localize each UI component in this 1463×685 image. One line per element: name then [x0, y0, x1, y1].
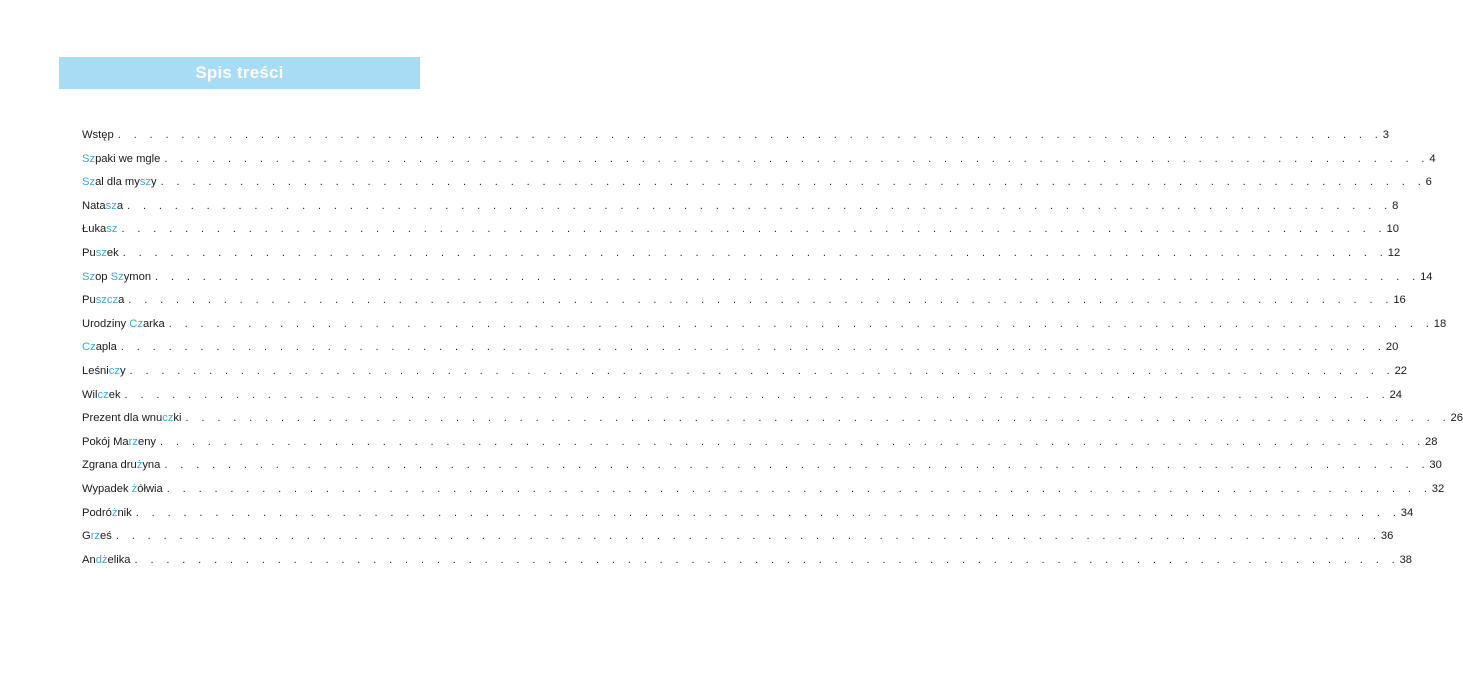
title-text: ek [106, 246, 119, 259]
toc-entry [82, 482, 1445, 507]
dot-leader: . . . . . . . . . . . . . . . . . . . . . . . . . . . . . . . . . . . . . . . . . . . . . . . . . . . . . . . . . . . . . . . . . . . . . . . . . . . . . . . . [115, 530, 1381, 543]
toc-entry [82, 223, 1399, 247]
toc-page-number: 30 [1429, 459, 1442, 472]
toc-entry-title [82, 530, 116, 542]
title-text: ółwia [137, 482, 163, 495]
title-text: arka [142, 317, 165, 330]
toc-entry [82, 435, 1438, 460]
toc-entry [82, 129, 1389, 153]
highlighted-letters: cz [162, 412, 174, 425]
toc-entry [82, 270, 1433, 295]
title-text: An [82, 553, 96, 566]
dot-leader: . . . . . . . . . . . . . . . . . . . . . . . . . . . . . . . . . . . . . . . . . . . . . . . . . . . . . . . . . . . . . . . . . . . . . . . . . . . . . . . . [134, 553, 1400, 566]
toc-entry [82, 294, 1406, 318]
toc-page-number: 10 [1386, 223, 1399, 236]
title-text: a [116, 199, 124, 212]
dot-leader: . . . . . . . . . . . . . . . . . . . . . . . . . . . . . . . . . . . . . . . . . . . . . . . . . . . . . . . . . . . . . . . . . . . . . . . . . . . . . . . . [164, 459, 1430, 472]
title-text: eś [100, 530, 112, 543]
dot-leader: . . . . . . . . . . . . . . . . . . . . . . . . . . . . . . . . . . . . . . . . . . . . . . . . . . . . . . . . . . . . . . . . . . . . . . . . . . . . . . . . [121, 223, 1387, 236]
title-text: Urodziny [82, 317, 130, 330]
dot-leader: . . . . . . . . . . . . . . . . . . . . . . . . . . . . . . . . . . . . . . . . . . . . . . . . . . . . . . . . . . . . . . . . . . . . . . . . . . . . . . . . [117, 129, 1383, 141]
toc-entry-title [82, 129, 118, 141]
title-text: Leśni [82, 364, 109, 377]
highlighted-letters: dż [95, 553, 108, 566]
toc-entry-title [82, 389, 125, 401]
toc-entry-title [82, 153, 164, 165]
toc-page-number: 22 [1394, 364, 1408, 377]
toc-entry [82, 152, 1436, 177]
toc-page-number: 38 [1399, 553, 1413, 566]
dot-leader: . . . . . . . . . . . . . . . . . . . . . . . . . . . . . . . . . . . . . . . . . . . . . . . . . . . . . . . . . . . . . . . . . . . . . . . . . . . . . . . . [168, 317, 1434, 330]
toc-entry-title [82, 223, 121, 235]
toc-entry [82, 412, 1463, 436]
highlighted-letters: sz [106, 223, 118, 236]
toc-entry-title [82, 436, 160, 448]
toc-entry-title [82, 294, 128, 306]
highlighted-letters: szcz [95, 294, 119, 307]
toc-entry [82, 341, 1399, 365]
toc-entry [82, 199, 1399, 224]
title-text: op [95, 270, 111, 283]
highlighted-letters: ż [136, 459, 143, 472]
dot-leader: . . . . . . . . . . . . . . . . . . . . . . . . . . . . . . . . . . . . . . . . . . . . . . . . . . . . . . . . . . . . . . . . . . . . . . . . . . . . . . . . [166, 482, 1432, 495]
highlighted-letters: ż [111, 506, 118, 519]
toc-entry [82, 176, 1432, 200]
title-text: eny [137, 435, 157, 448]
heading-banner [59, 57, 420, 89]
dot-leader: . . . . . . . . . . . . . . . . . . . . . . . . . . . . . . . . . . . . . . . . . . . . . . . . . . . . . . . . . . . . . . . . . . . . . . . . . . . . . . . . [160, 176, 1426, 189]
toc-entry-title [82, 412, 186, 424]
title-text: y [151, 176, 157, 189]
title-text: elika [107, 553, 131, 566]
toc-page-number: 36 [1380, 530, 1394, 543]
title-text: ki [173, 412, 182, 425]
toc-entry-title [82, 483, 167, 495]
toc-entry [82, 246, 1401, 271]
highlighted-letters: sz [105, 199, 117, 212]
toc-entry [82, 506, 1414, 531]
highlighted-letters: rz [90, 530, 101, 543]
dot-leader: . . . . . . . . . . . . . . . . . . . . . . . . . . . . . . . . . . . . . . . . . . . . . . . . . . . . . . . . . . . . . . . . . . . . . . . . . . . . . . . . [127, 199, 1393, 212]
highlighted-letters: cz [97, 388, 109, 401]
highlighted-letters: Sz [110, 270, 124, 283]
toc-page-number: 12 [1387, 246, 1401, 259]
title-text: Pu [82, 246, 96, 259]
title-text: a [118, 294, 125, 307]
highlighted-letters: Cz [129, 317, 143, 330]
title-text: paki we mgle [95, 152, 161, 165]
title-text: al dla my [95, 176, 140, 189]
dot-leader: . . . . . . . . . . . . . . . . . . . . . . . . . . . . . . . . . . . . . . . . . . . . . . . . . . . . . . . . . . . . . . . . . . . . . . . . . . . . . . . . [135, 506, 1401, 519]
toc-page-number: 28 [1425, 435, 1438, 448]
highlighted-letters: Sz [82, 270, 96, 283]
dot-leader: . . . . . . . . . . . . . . . . . . . . . . . . . . . . . . . . . . . . . . . . . . . . . . . . . . . . . . . . . . . . . . . . . . . . . . . . . . . . . . . . [160, 435, 1426, 448]
toc-page-number: 32 [1431, 482, 1445, 495]
title-text: Prezent dla wnu [82, 412, 163, 425]
dot-leader: . . . . . . . . . . . . . . . . . . . . . . . . . . . . . . . . . . . . . . . . . . . . . . . . . . . . . . . . . . . . . . . . . . . . . . . . . . . . . . . . [128, 294, 1394, 307]
toc-page-number: 26 [1450, 412, 1463, 425]
toc-entry-title [82, 554, 135, 566]
toc-page-number: 14 [1420, 270, 1433, 283]
title-text: y [119, 364, 126, 377]
dot-leader: . . . . . . . . . . . . . . . . . . . . . . . . . . . . . . . . . . . . . . . . . . . . . . . . . . . . . . . . . . . . . . . . . . . . . . . . . . . . . . . . [129, 364, 1395, 377]
title-text: Pokój Ma [82, 435, 129, 448]
title-text: Wstęp [82, 129, 114, 141]
highlighted-letters: ż [131, 482, 138, 495]
highlighted-letters: rz [128, 435, 138, 448]
dot-leader: . . . . . . . . . . . . . . . . . . . . . . . . . . . . . . . . . . . . . . . . . . . . . . . . . . . . . . . . . . . . . . . . . . . . . . . . . . . . . . . . [124, 388, 1390, 401]
toc-page-number: 18 [1433, 317, 1447, 330]
title-text: ymon [123, 270, 152, 283]
highlighted-letters: Sz [82, 176, 96, 189]
toc-entry-title [82, 318, 169, 330]
toc-page-number: 3 [1382, 129, 1389, 141]
toc-entry-title [82, 176, 161, 188]
toc-entry-title [82, 247, 123, 259]
toc-page-number: 16 [1393, 294, 1406, 307]
toc-page-number: 6 [1425, 176, 1432, 189]
title-text: Pu [82, 294, 96, 307]
title-text: Zgrana dru [82, 459, 137, 472]
toc-entry [82, 530, 1394, 554]
dot-leader: . . . . . . . . . . . . . . . . . . . . . . . . . . . . . . . . . . . . . . . . . . . . . . . . . . . . . . . . . . . . . . . . . . . . . . . . . . . . . . . . [185, 412, 1451, 425]
title-text: G [82, 530, 91, 543]
title-text: nik [117, 506, 132, 519]
page-title: Spis treści [195, 63, 284, 82]
dot-leader: . . . . . . . . . . . . . . . . . . . . . . . . . . . . . . . . . . . . . . . . . . . . . . . . . . . . . . . . . . . . . . . . . . . . . . . . . . . . . . . . [155, 270, 1421, 283]
dot-leader: . . . . . . . . . . . . . . . . . . . . . . . . . . . . . . . . . . . . . . . . . . . . . . . . . . . . . . . . . . . . . . . . . . . . . . . . . . . . . . . . [120, 341, 1386, 354]
dot-leader: . . . . . . . . . . . . . . . . . . . . . . . . . . . . . . . . . . . . . . . . . . . . . . . . . . . . . . . . . . . . . . . . . . . . . . . . . . . . . . . . [164, 152, 1430, 165]
table-of-contents [82, 129, 1463, 577]
toc-entry [82, 317, 1447, 342]
dot-leader: . . . . . . . . . . . . . . . . . . . . . . . . . . . . . . . . . . . . . . . . . . . . . . . . . . . . . . . . . . . . . . . . . . . . . . . . . . . . . . . . [122, 246, 1388, 259]
toc-entry-title [82, 507, 136, 519]
title-text: apla [95, 341, 117, 354]
highlighted-letters: Sz [82, 152, 96, 165]
toc-page-number: 8 [1392, 199, 1399, 212]
highlighted-letters: sz [139, 176, 152, 189]
highlighted-letters: Cz [82, 341, 96, 354]
title-text: yna [142, 459, 161, 472]
title-text: Wil [82, 388, 98, 401]
toc-entry [82, 553, 1413, 578]
toc-entry-title [82, 459, 164, 471]
toc-entry-title [82, 341, 121, 353]
highlighted-letters: sz [95, 246, 107, 259]
title-text: Podró [82, 506, 112, 519]
toc-entry [82, 388, 1403, 413]
toc-page-number: 4 [1429, 152, 1436, 165]
toc-page-number: 24 [1389, 388, 1403, 401]
toc-entry-title [82, 365, 130, 377]
title-text: Łuka [82, 223, 107, 236]
toc-entry [82, 364, 1408, 389]
title-text: Nata [82, 199, 106, 212]
toc-entry-title [82, 271, 155, 283]
highlighted-letters: cz [108, 364, 120, 377]
title-text: ek [108, 388, 121, 401]
toc-page-number: 34 [1400, 506, 1414, 519]
toc-entry [82, 459, 1442, 483]
toc-page-number: 20 [1385, 341, 1399, 354]
toc-entry-title [82, 200, 127, 212]
title-text: Wypadek [82, 482, 132, 495]
